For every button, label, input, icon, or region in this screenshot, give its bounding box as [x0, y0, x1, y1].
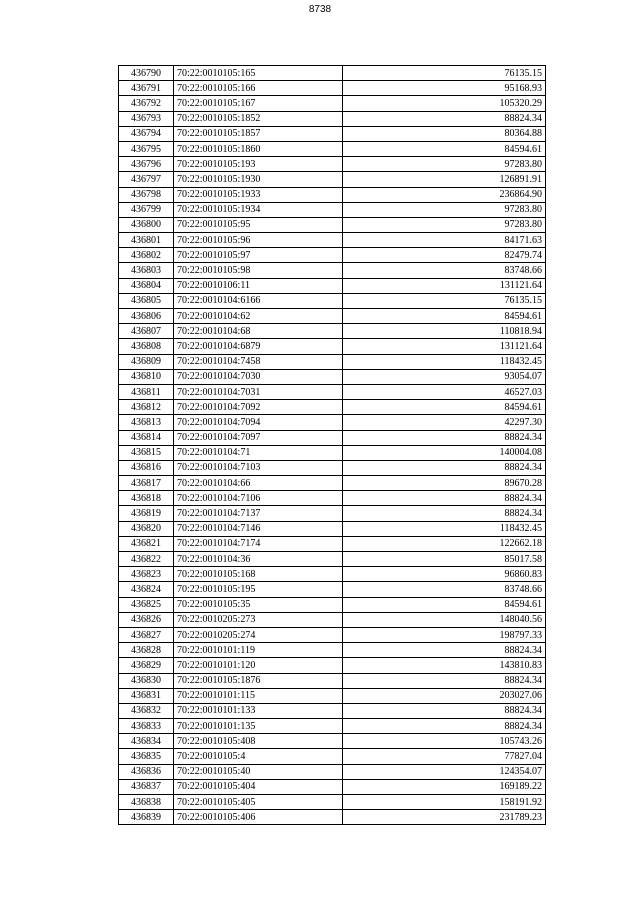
row-number-cell: 436802	[119, 248, 174, 263]
cadastral-number-cell: 70:22:0010104:68	[174, 324, 343, 339]
cadastral-value-cell: 131121.64	[343, 278, 546, 293]
table-row	[119, 157, 546, 172]
row-number-cell: 436795	[119, 141, 174, 156]
row-number-cell: 436804	[119, 278, 174, 293]
row-number-cell: 436826	[119, 612, 174, 627]
cadastral-value-cell: 118432.45	[343, 521, 546, 536]
cadastral-number-cell: 70:22:0010105:1933	[174, 187, 343, 202]
cadastral-value-table	[118, 65, 546, 825]
cadastral-number-cell: 70:22:0010101:120	[174, 658, 343, 673]
row-number-cell: 436811	[119, 384, 174, 399]
table-row	[119, 703, 546, 718]
cadastral-number-cell: 70:22:0010105:1852	[174, 111, 343, 126]
row-number-cell: 436797	[119, 172, 174, 187]
cadastral-number-cell: 70:22:0010105:1876	[174, 673, 343, 688]
row-number-cell: 436806	[119, 309, 174, 324]
table-row	[119, 172, 546, 187]
cadastral-value-cell: 126891.91	[343, 172, 546, 187]
cadastral-number-cell: 70:22:0010105:4	[174, 749, 343, 764]
table-row	[119, 567, 546, 582]
cadastral-number-cell: 70:22:0010104:7137	[174, 506, 343, 521]
table-row	[119, 81, 546, 96]
cadastral-number-cell: 70:22:0010105:1934	[174, 202, 343, 217]
cadastral-value-cell: 88824.34	[343, 460, 546, 475]
cadastral-value-cell: 88824.34	[343, 430, 546, 445]
cadastral-number-cell: 70:22:0010105:168	[174, 567, 343, 582]
cadastral-value-cell: 95168.93	[343, 81, 546, 96]
row-number-cell: 436791	[119, 81, 174, 96]
row-number-cell: 436814	[119, 430, 174, 445]
cadastral-value-cell: 80364.88	[343, 126, 546, 141]
cadastral-value-cell: 105743.26	[343, 734, 546, 749]
table-row	[119, 627, 546, 642]
table-row	[119, 658, 546, 673]
cadastral-value-cell: 97283.80	[343, 157, 546, 172]
table-row	[119, 126, 546, 141]
row-number-cell: 436836	[119, 764, 174, 779]
row-number-cell: 436805	[119, 293, 174, 308]
table-row	[119, 278, 546, 293]
table-row	[119, 217, 546, 232]
row-number-cell: 436803	[119, 263, 174, 278]
cadastral-value-cell: 158191.92	[343, 795, 546, 810]
row-number-cell: 436798	[119, 187, 174, 202]
row-number-cell: 436812	[119, 400, 174, 415]
cadastral-number-cell: 70:22:0010105:167	[174, 96, 343, 111]
cadastral-number-cell: 70:22:0010105:405	[174, 795, 343, 810]
row-number-cell: 436838	[119, 795, 174, 810]
table-row	[119, 339, 546, 354]
cadastral-number-cell: 70:22:0010101:135	[174, 719, 343, 734]
table-body	[119, 66, 546, 825]
cadastral-number-cell: 70:22:0010105:166	[174, 81, 343, 96]
cadastral-number-cell: 70:22:0010104:36	[174, 552, 343, 567]
cadastral-number-cell: 70:22:0010104:62	[174, 309, 343, 324]
table-row	[119, 582, 546, 597]
table-row	[119, 66, 546, 81]
table-row	[119, 612, 546, 627]
row-number-cell: 436790	[119, 66, 174, 81]
table-row	[119, 263, 546, 278]
row-number-cell: 436839	[119, 810, 174, 825]
cadastral-value-cell: 105320.29	[343, 96, 546, 111]
table-row	[119, 248, 546, 263]
row-number-cell: 436835	[119, 749, 174, 764]
table-row	[119, 96, 546, 111]
cadastral-number-cell: 70:22:0010104:7146	[174, 521, 343, 536]
row-number-cell: 436792	[119, 96, 174, 111]
cadastral-number-cell: 70:22:0010104:7106	[174, 491, 343, 506]
cadastral-value-cell: 84171.63	[343, 233, 546, 248]
row-number-cell: 436816	[119, 460, 174, 475]
table-row	[119, 476, 546, 491]
table-row	[119, 734, 546, 749]
row-number-cell: 436837	[119, 779, 174, 794]
cadastral-number-cell: 70:22:0010105:1860	[174, 141, 343, 156]
row-number-cell: 436817	[119, 476, 174, 491]
cadastral-value-cell: 97283.80	[343, 202, 546, 217]
cadastral-value-cell: 203027.06	[343, 688, 546, 703]
cadastral-value-cell: 89670.28	[343, 476, 546, 491]
table-row	[119, 309, 546, 324]
table-row	[119, 187, 546, 202]
row-number-cell: 436831	[119, 688, 174, 703]
table-row	[119, 688, 546, 703]
table-row	[119, 536, 546, 551]
cadastral-number-cell: 70:22:0010104:71	[174, 445, 343, 460]
row-number-cell: 436809	[119, 354, 174, 369]
row-number-cell: 436813	[119, 415, 174, 430]
cadastral-value-cell: 84594.61	[343, 597, 546, 612]
table-row	[119, 415, 546, 430]
cadastral-value-cell: 76135.15	[343, 293, 546, 308]
row-number-cell: 436825	[119, 597, 174, 612]
row-number-cell: 436834	[119, 734, 174, 749]
row-number-cell: 436807	[119, 324, 174, 339]
table-row	[119, 597, 546, 612]
table-row	[119, 233, 546, 248]
table-row	[119, 749, 546, 764]
cadastral-number-cell: 70:22:0010104:7030	[174, 369, 343, 384]
cadastral-number-cell: 70:22:0010104:6166	[174, 293, 343, 308]
cadastral-number-cell: 70:22:0010101:119	[174, 643, 343, 658]
cadastral-value-cell: 96860.83	[343, 567, 546, 582]
cadastral-value-cell: 88824.34	[343, 643, 546, 658]
cadastral-number-cell: 70:22:0010104:6879	[174, 339, 343, 354]
cadastral-number-cell: 70:22:0010104:7174	[174, 536, 343, 551]
cadastral-number-cell: 70:22:0010105:165	[174, 66, 343, 81]
cadastral-number-cell: 70:22:0010104:7092	[174, 400, 343, 415]
cadastral-value-cell: 83748.66	[343, 582, 546, 597]
table-row	[119, 324, 546, 339]
cadastral-value-cell: 140004.08	[343, 445, 546, 460]
cadastral-value-cell: 76135.15	[343, 66, 546, 81]
table-row	[119, 400, 546, 415]
cadastral-number-cell: 70:22:0010105:404	[174, 779, 343, 794]
cadastral-value-cell: 169189.22	[343, 779, 546, 794]
row-number-cell: 436810	[119, 369, 174, 384]
cadastral-number-cell: 70:22:0010104:7103	[174, 460, 343, 475]
cadastral-number-cell: 70:22:0010105:96	[174, 233, 343, 248]
cadastral-value-cell: 77827.04	[343, 749, 546, 764]
cadastral-number-cell: 70:22:0010104:7031	[174, 384, 343, 399]
table-row	[119, 719, 546, 734]
row-number-cell: 436799	[119, 202, 174, 217]
cadastral-number-cell: 70:22:0010105:408	[174, 734, 343, 749]
cadastral-number-cell: 70:22:0010104:7458	[174, 354, 343, 369]
row-number-cell: 436833	[119, 719, 174, 734]
table-row	[119, 384, 546, 399]
table-row	[119, 369, 546, 384]
table-row	[119, 202, 546, 217]
cadastral-value-cell: 143810.83	[343, 658, 546, 673]
cadastral-value-cell: 148040.56	[343, 612, 546, 627]
table-row	[119, 491, 546, 506]
table-row	[119, 521, 546, 536]
cadastral-value-cell: 84594.61	[343, 400, 546, 415]
cadastral-value-cell: 85017.58	[343, 552, 546, 567]
cadastral-number-cell: 70:22:0010105:1930	[174, 172, 343, 187]
cadastral-number-cell: 70:22:0010105:98	[174, 263, 343, 278]
row-number-cell: 436818	[119, 491, 174, 506]
table-row	[119, 810, 546, 825]
cadastral-number-cell: 70:22:0010205:274	[174, 627, 343, 642]
cadastral-value-cell: 118432.45	[343, 354, 546, 369]
table-row	[119, 293, 546, 308]
cadastral-value-cell: 131121.64	[343, 339, 546, 354]
row-number-cell: 436832	[119, 703, 174, 718]
row-number-cell: 436820	[119, 521, 174, 536]
cadastral-value-cell: 88824.34	[343, 491, 546, 506]
cadastral-value-cell: 198797.33	[343, 627, 546, 642]
table-row	[119, 141, 546, 156]
cadastral-value-cell: 88824.34	[343, 506, 546, 521]
row-number-cell: 436829	[119, 658, 174, 673]
row-number-cell: 436800	[119, 217, 174, 232]
page-number: 8738	[308, 4, 332, 15]
cadastral-number-cell: 70:22:0010105:35	[174, 597, 343, 612]
cadastral-value-cell: 231789.23	[343, 810, 546, 825]
cadastral-value-cell: 46527.03	[343, 384, 546, 399]
row-number-cell: 436808	[119, 339, 174, 354]
row-number-cell: 436819	[119, 506, 174, 521]
cadastral-value-cell: 83748.66	[343, 263, 546, 278]
table-row	[119, 354, 546, 369]
cadastral-value-cell: 82479.74	[343, 248, 546, 263]
row-number-cell: 436801	[119, 233, 174, 248]
cadastral-number-cell: 70:22:0010104:7097	[174, 430, 343, 445]
table-row	[119, 552, 546, 567]
cadastral-number-cell: 70:22:0010105:195	[174, 582, 343, 597]
cadastral-value-cell: 84594.61	[343, 309, 546, 324]
row-number-cell: 436822	[119, 552, 174, 567]
cadastral-number-cell: 70:22:0010106:11	[174, 278, 343, 293]
cadastral-value-cell: 88824.34	[343, 673, 546, 688]
row-number-cell: 436793	[119, 111, 174, 126]
cadastral-value-cell: 84594.61	[343, 141, 546, 156]
cadastral-number-cell: 70:22:0010101:115	[174, 688, 343, 703]
cadastral-number-cell: 70:22:0010105:1857	[174, 126, 343, 141]
row-number-cell: 436821	[119, 536, 174, 551]
table-row	[119, 779, 546, 794]
table-row	[119, 673, 546, 688]
cadastral-value-cell: 110818.94	[343, 324, 546, 339]
row-number-cell: 436815	[119, 445, 174, 460]
row-number-cell: 436794	[119, 126, 174, 141]
cadastral-number-cell: 70:22:0010101:133	[174, 703, 343, 718]
cadastral-number-cell: 70:22:0010104:7094	[174, 415, 343, 430]
cadastral-value-cell: 236864.90	[343, 187, 546, 202]
cadastral-number-cell: 70:22:0010105:97	[174, 248, 343, 263]
table-row	[119, 764, 546, 779]
cadastral-value-cell: 88824.34	[343, 111, 546, 126]
table-row	[119, 506, 546, 521]
table-row	[119, 430, 546, 445]
row-number-cell: 436830	[119, 673, 174, 688]
cadastral-number-cell: 70:22:0010105:40	[174, 764, 343, 779]
cadastral-number-cell: 70:22:0010205:273	[174, 612, 343, 627]
cadastral-number-cell: 70:22:0010105:193	[174, 157, 343, 172]
row-number-cell: 436796	[119, 157, 174, 172]
row-number-cell: 436824	[119, 582, 174, 597]
cadastral-value-cell: 122662.18	[343, 536, 546, 551]
table-row	[119, 445, 546, 460]
cadastral-number-cell: 70:22:0010104:66	[174, 476, 343, 491]
cadastral-value-cell: 88824.34	[343, 703, 546, 718]
table-row	[119, 643, 546, 658]
table-row	[119, 795, 546, 810]
row-number-cell: 436823	[119, 567, 174, 582]
table-row	[119, 111, 546, 126]
cadastral-value-cell: 42297.30	[343, 415, 546, 430]
cadastral-value-cell: 93054.07	[343, 369, 546, 384]
cadastral-number-cell: 70:22:0010105:95	[174, 217, 343, 232]
cadastral-number-cell: 70:22:0010105:406	[174, 810, 343, 825]
cadastral-value-cell: 88824.34	[343, 719, 546, 734]
row-number-cell: 436827	[119, 627, 174, 642]
cadastral-value-cell: 124354.07	[343, 764, 546, 779]
row-number-cell: 436828	[119, 643, 174, 658]
cadastral-value-cell: 97283.80	[343, 217, 546, 232]
table-row	[119, 460, 546, 475]
